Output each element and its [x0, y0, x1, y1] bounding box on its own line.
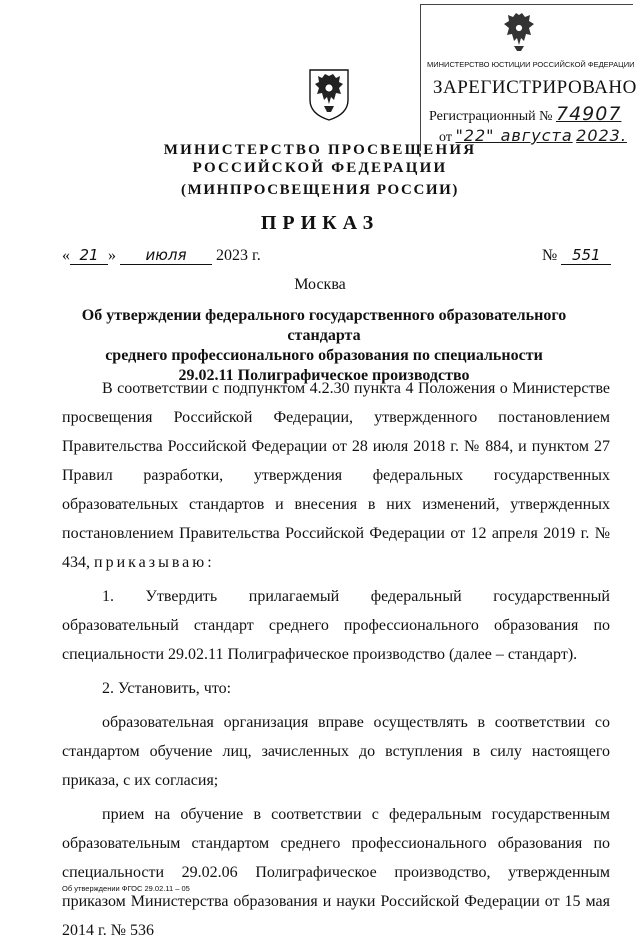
subject-line3: 29.02.11 Полиграфическое производство — [178, 367, 470, 384]
stamp-registration-number — [429, 103, 621, 125]
date-month: июля — [120, 246, 212, 265]
number-label: № — [542, 247, 558, 264]
document-type-title: ПРИКАЗ — [260, 212, 380, 234]
body-paragraph-2: 2. Установить, что: — [102, 680, 232, 697]
ministry-name-line1: МИНИСТЕРСТВО ПРОСВЕЩЕНИЯ — [163, 142, 477, 158]
stamp-registered-label: ЗАРЕГИСТРИРОВАНО — [433, 77, 637, 98]
ministry-name-line2: РОССИЙСКОЙ ФЕДЕРАЦИИ — [192, 160, 448, 176]
stamp-ministry-name: МИНИСТЕРСТВО ЮСТИЦИИ РОССИЙСКОЙ ФЕДЕРАЦИИ — [427, 60, 635, 69]
body-paragraph-1: 1. Утвердить прилагаемый федеральный государственный образовательный стандарт среднего профессионального образования по специальности 29.02.11 Полиграфическое производство (далее – стандарт). — [62, 588, 610, 663]
double-headed-eagle-icon — [499, 11, 539, 53]
stamp-date-handwritten: "22" августа — [455, 126, 573, 145]
ministry-short-name: (МИНПРОСВЕЩЕНИЯ РОССИИ) — [180, 182, 460, 198]
order-body — [62, 374, 610, 945]
date-close-quote: » — [108, 247, 116, 264]
order-date — [62, 246, 261, 265]
stamp-date-year: 2023. — [576, 126, 627, 145]
stamp-date-prefix: от — [439, 130, 452, 145]
registration-stamp — [420, 4, 637, 151]
document-footer: Об утверждении ФГОС 29.02.11 – 05 — [62, 884, 190, 893]
stamp-reg-label: Регистрационный № — [429, 109, 553, 124]
body-paragraph-3: образовательная организация вправе осуществлять в соответствии со стандартом обучение лиц, зачисленных до вступления в силу настоящего приказа, с их согласия; — [62, 714, 610, 789]
date-year: 2023 г. — [216, 247, 261, 264]
city-name: Москва — [294, 276, 346, 293]
subject-line2: среднего профессионального образования по специальности — [105, 347, 543, 364]
russian-coat-of-arms-icon — [306, 64, 352, 122]
preamble-text: В соответствии с подпунктом 4.2.30 пункта 4 Положения о Министерстве просвещения Российской Федерации, утвержденного постановлением Правительства Российской Федерации от 28 июля 2018 г. № 884, и пунктом 27 Правил разработки, утверждения федеральных государственных образовательных стандартов и внесения в них изменений, утвержденных постановлением Правительства Российской Федерации от 12 апреля 2019 г. № 434, — [62, 380, 610, 571]
body-paragraph-4: прием на обучение в соответствии с федеральным государственным образовательным стандартом среднего профессионального образования по специальности 29.02.06 Полиграфическое производство, утвержденным приказом Министерства образования и науки Российской Федерации от 15 мая 2014 г. № 536 — [62, 806, 610, 939]
order-number — [542, 246, 611, 265]
date-day: 21 — [70, 246, 108, 265]
subject-line1: Об утверждении федерального государственного образовательного стандарта — [81, 307, 567, 344]
number-value: 551 — [561, 246, 611, 265]
date-open-quote: « — [62, 247, 70, 264]
order-keyword: приказываю: — [94, 554, 215, 571]
stamp-reg-number-handwritten: 74907 — [556, 103, 622, 125]
body-paragraph-preamble — [62, 374, 610, 577]
